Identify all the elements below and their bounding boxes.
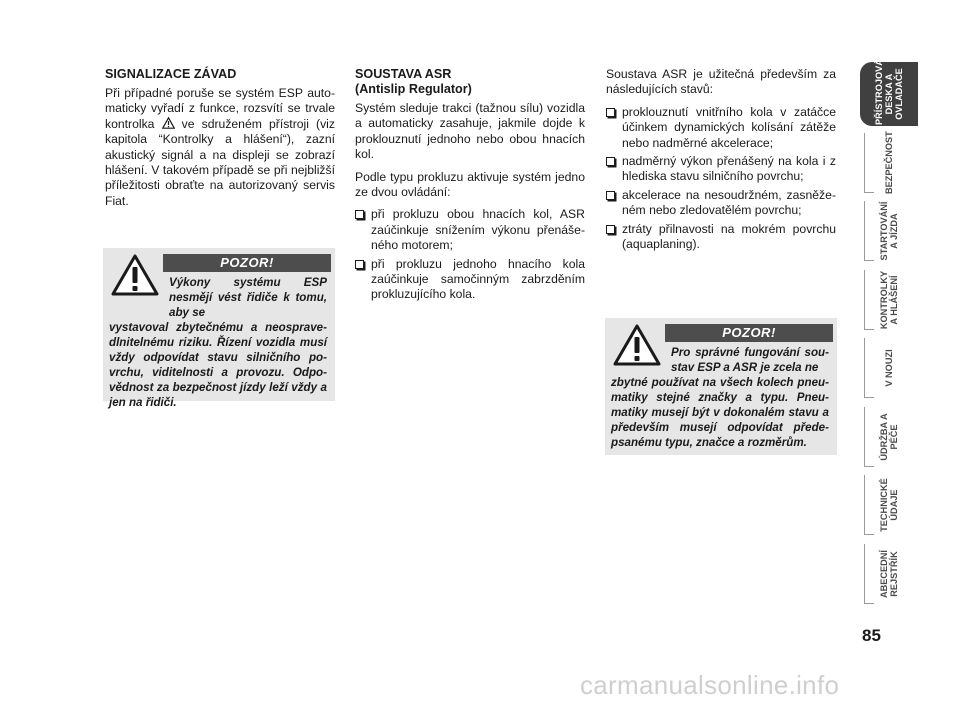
paragraph-part-b: ve sdruženém přístroji (viz kapitola “Kontrolky a hlášení“), zazní akustický signál a na displeji se zobrazí hlášení. V takovém případě se při nejbližší příležitosti obraťte na autorizovaný servis Fiat. — [105, 116, 335, 208]
column-signalizace — [105, 67, 335, 216]
list-item: ztráty přilnavosti na mokrém povrchu (aquaplaning). — [606, 222, 836, 253]
paragraph-part-a: Při případné poruše se systém ESP automaticky vyřadí z funkce, rozsvítí se trvale kontrolka — [105, 86, 335, 131]
tab-rejstrik[interactable] — [860, 542, 918, 606]
heading-asr-line2: (Antislip Regulator) — [355, 82, 472, 96]
warning-text-rest: zbytné používat na všech kolech pneumatiky stejné značky a typu. Pneumatiky musejí být v dokonalém stavu a především musejí odpovídat předepsanému typu, značce a rozměrům. — [611, 376, 829, 449]
column-asr-usage — [606, 67, 836, 255]
tab-v-nouzi[interactable] — [860, 336, 918, 400]
tab-divider — [864, 407, 865, 467]
warning-triangle-icon — [162, 117, 175, 129]
tab-divider — [864, 338, 865, 398]
warning-box-esp — [103, 248, 335, 409]
tab-label: V NOUZI — [884, 349, 894, 387]
warning-text-line1: Pro správné fungování soustav ESP a ASR je zcela ne — [671, 346, 829, 374]
warning-text-rest: vystavoval zbytečnému a neospravedlnitelnému riziku. Řízení vozidla musí vždy odpovídat stavu silničního povrchu, viditelnosti a provozu. Odpovědnost za bezpečnost jízdy leží vždy a jen na řidiči. — [109, 321, 327, 409]
tab-divider — [864, 270, 865, 330]
tab-label: STARTOVÁNÍ A JÍZDA — [879, 201, 899, 261]
paragraph-signalizace — [105, 86, 335, 209]
tab-label: PŘÍSTROJOVÁ DESKA A OVLADAČE — [874, 59, 904, 125]
tab-label: KONTROLKY A HLÁŠENÍ — [879, 270, 899, 329]
tab-divider — [864, 544, 865, 604]
heading-asr — [355, 67, 585, 97]
tab-label: BEZPEČNOST — [884, 130, 894, 194]
heading-asr-line1: SOUSTAVA ASR — [355, 67, 452, 81]
warning-tag: POZOR! — [163, 254, 331, 272]
tab-technicke-udaje[interactable] — [860, 473, 918, 537]
tab-divider — [864, 201, 865, 261]
paragraph-asr-1: Systém sleduje trakci (tažnou sílu) vozidla a automaticky zasahuje, jakmile dojde k proklouznutí jednoho nebo obou hnacích kol. — [355, 101, 585, 162]
warning-box-tyres — [605, 318, 837, 455]
list-asr-modes — [355, 207, 585, 302]
warning-text-esp — [109, 275, 327, 410]
page-number: 85 — [862, 626, 881, 645]
section-tabs — [860, 59, 918, 610]
tab-label: ÚDRŽBA A PÉČE — [879, 412, 899, 461]
list-asr-usage — [606, 105, 836, 253]
list-item: proklouznutí vnitřního kola v zatáčce účinkem dynamických kolísání zátěže nebo nadměrné akcelerace; — [606, 105, 836, 151]
tab-startovani[interactable] — [860, 199, 918, 263]
tab-udrzba[interactable] — [860, 405, 918, 469]
heading-signalizace: SIGNALIZACE ZÁVAD — [105, 67, 237, 81]
warning-text-tyres — [611, 345, 829, 450]
warning-tag: POZOR! — [665, 324, 833, 342]
tab-divider — [864, 475, 865, 535]
paragraph-asr-usage: Soustava ASR je užitečná především za následujících stavů: — [606, 67, 836, 97]
list-item: akcelerace na nesoudržném, zasněženém nebo zledovatělém povrchu; — [606, 188, 836, 219]
watermark: carmanualsonline.info — [580, 670, 840, 700]
tab-label: ABECEDNÍ REJSTŘÍK — [879, 549, 899, 598]
tab-kontrolky[interactable] — [860, 268, 918, 332]
tab-label: TECHNICKÉ ÚDAJE — [879, 478, 899, 532]
list-item: nadměrný výkon přenášený na kola i z hlediska stavu silničního povrchu; — [606, 154, 836, 185]
column-asr — [355, 67, 585, 306]
tab-bezpecnost[interactable] — [860, 131, 918, 195]
list-item: při prokluzu obou hnacích kol, ASR zaúčinkuje snížením výkonu přenášeného motorem; — [355, 207, 585, 253]
paragraph-asr-2: Podle typu prokluzu aktivuje systém jedno ze dvou ovládání: — [355, 169, 585, 200]
list-item: při prokluzu jednoho hnacího kola zaúčinkuje samočinným zabrzděním prokluzujícího kola. — [355, 257, 585, 303]
warning-text-line1: Výkony systému ESP nesmějí vést řidiče k tomu, aby se — [169, 276, 327, 319]
tab-pristrojova-deska[interactable] — [860, 59, 918, 126]
tab-divider — [864, 133, 865, 193]
